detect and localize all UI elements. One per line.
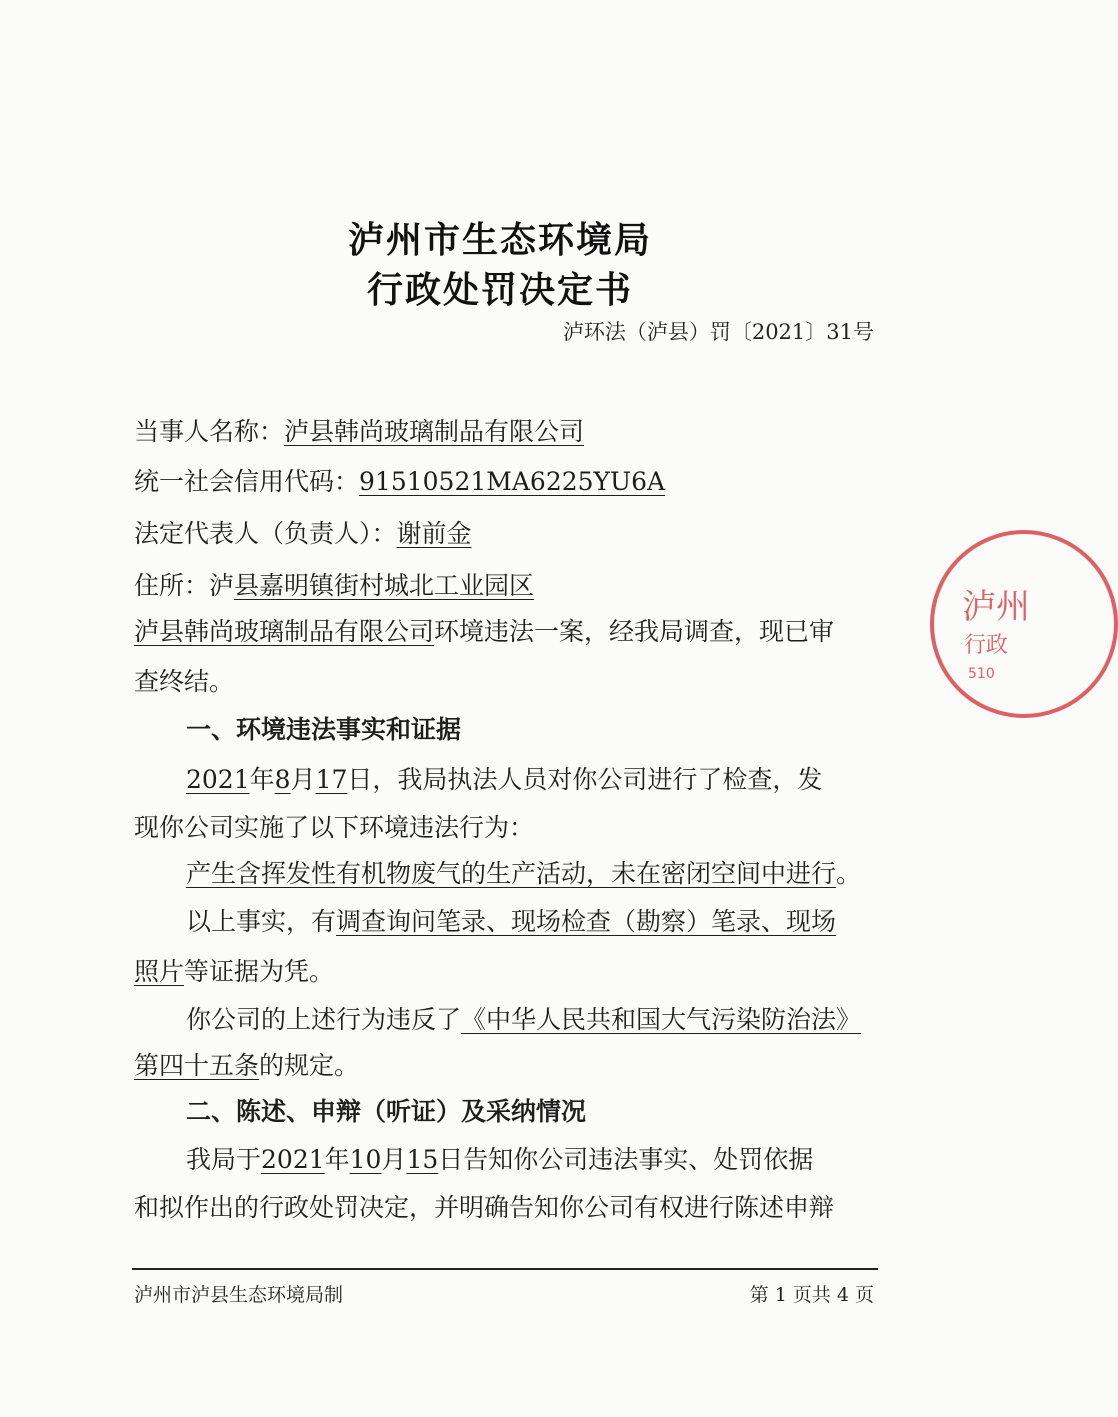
footer-page-number: 第 1 页共 4 页 (749, 1284, 874, 1306)
inspection-month-unit: 月 (290, 765, 316, 794)
notice-text-a: 日告知你公司违法事实、处罚依据 (438, 1145, 814, 1174)
footer-divider (132, 1268, 878, 1270)
party-name-row (134, 412, 584, 448)
notice-line-2: 和拟作出的行政处罚决定，并明确告知你公司有权进行陈述申辩 (134, 1193, 835, 1222)
document-title-line-2: 行政处罚决定书 (366, 270, 633, 311)
intro-text-a: 环境违法一案，经我局调查，现已审 (434, 617, 835, 646)
notice-year-unit: 年 (324, 1145, 350, 1174)
section-1-heading: 一、环境违法事实和证据 (186, 715, 462, 744)
notice-year: 2021 (261, 1145, 325, 1174)
law-suffix: 的规定。 (259, 1051, 360, 1080)
inspection-text: 日，我局执法人员对你公司进行了检查，发 (347, 765, 823, 794)
notice-month: 10 (349, 1145, 382, 1174)
svg-text:行政: 行政 (964, 633, 1009, 658)
inspection-day: 17 (315, 765, 348, 794)
credit-code-label: 统一社会信用代码： (134, 467, 360, 496)
evidence-suffix: 等证据为凭。 (184, 957, 335, 986)
evidence-line-2 (134, 952, 334, 988)
inspection-month: 8 (274, 765, 291, 794)
official-seal-stamp (930, 530, 1118, 718)
law-article: 第四十五条 (134, 1051, 260, 1080)
inspection-year: 2021 (186, 765, 250, 794)
notice-month-unit: 月 (381, 1145, 407, 1174)
address-label: 住所： (134, 571, 210, 600)
seal-text-graphic (934, 534, 1114, 714)
law-prefix: 你公司的上述行为违反了 (186, 1005, 462, 1034)
svg-text:泸州: 泸州 (962, 587, 1030, 627)
party-name-value: 泸县韩尚玻璃制品有限公司 (284, 417, 585, 446)
notice-day: 15 (406, 1145, 439, 1174)
party-name-label: 当事人名称： (134, 417, 285, 446)
inspection-year-unit: 年 (249, 765, 275, 794)
legal-rep-row (134, 514, 472, 550)
credit-code-value: 91510521MA6225YU6A (359, 467, 666, 496)
credit-code-row (134, 462, 665, 498)
law-name: 《中华人民共和国大气污染防治法》 (461, 1005, 862, 1034)
evidence-value: 调查询问笔录、现场检查（勘察）笔录、现场 (336, 907, 837, 936)
footer-issuer: 泸州市泸县生态环境局制 (134, 1284, 344, 1306)
section-2-heading: 二、陈述、申辩（听证）及采纳情况 (186, 1097, 587, 1126)
legal-rep-value: 谢前金 (396, 519, 472, 548)
violation-line (186, 854, 861, 890)
address-row (134, 566, 534, 602)
violation-text: 产生含挥发性有机物废气的生产活动，未在密闭空间中进行 (186, 859, 837, 888)
notice-date-line (186, 1140, 813, 1176)
evidence-line-1 (186, 902, 836, 938)
legal-rep-label: 法定代表人（负责人）： (134, 519, 397, 548)
document-number: 泸环法（泸县）罚〔2021〕31号 (562, 320, 874, 344)
svg-text:510: 510 (968, 666, 995, 682)
intro-line-1 (134, 612, 834, 648)
evidence-prefix: 以上事实，有 (186, 907, 337, 936)
address-plain: 泸 (209, 571, 235, 600)
notice-prefix: 我局于 (186, 1145, 262, 1174)
document-title-line-1: 泸州市生态环境局 (347, 220, 652, 261)
law-line-2 (134, 1046, 359, 1082)
law-line-1 (186, 1000, 861, 1036)
evidence-value-2: 照片 (134, 957, 185, 986)
violation-end: 。 (836, 859, 862, 888)
inspection-date-line (186, 760, 822, 796)
intro-line-2: 查终结。 (134, 667, 235, 696)
intro-company: 泸县韩尚玻璃制品有限公司 (134, 617, 435, 646)
address-value: 县嘉明镇街村城北工业园区 (234, 571, 535, 600)
found-text-line: 现你公司实施了以下环境违法行为： (134, 813, 535, 842)
